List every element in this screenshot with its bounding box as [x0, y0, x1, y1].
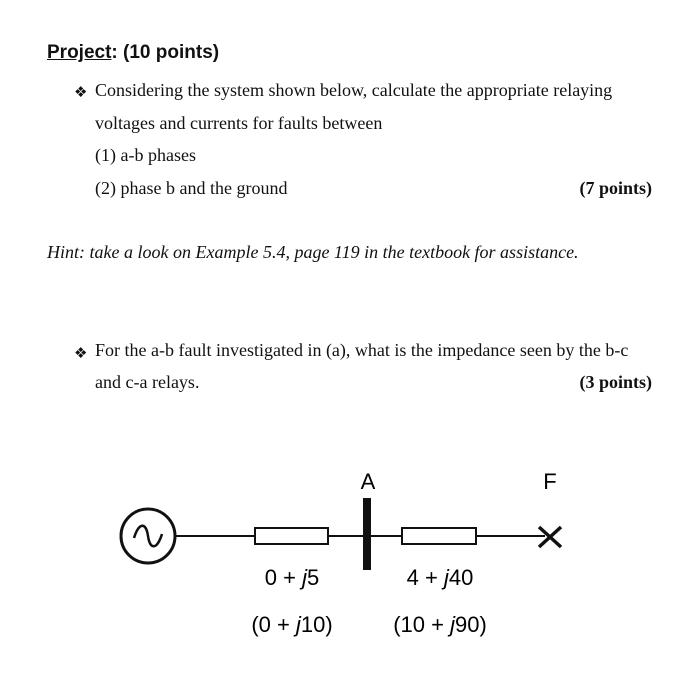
q1-line-1: Considering the system shown below, calculate the appropriate relaying	[95, 80, 613, 100]
bus-a-label: A	[360, 469, 376, 494]
impedance-2-box	[402, 528, 476, 544]
diamond-bullet-icon: ❖	[74, 83, 88, 101]
project-heading	[47, 42, 219, 64]
q1-points: (7 points)	[579, 178, 652, 198]
q2-line-1: For the a-b fault investigated in (a), what is the impedance seen by the b-c	[95, 340, 629, 360]
q1-line-2: voltages and currents for faults between	[95, 113, 383, 133]
project-label: Project	[47, 42, 112, 63]
diamond-bullet-icon: ❖	[74, 344, 88, 362]
impedance-1-box	[255, 528, 328, 544]
project-points: : (10 points)	[111, 42, 220, 63]
q2-points: (3 points)	[579, 372, 652, 392]
q1-item-2: (2) phase b and the ground	[95, 178, 288, 198]
hint-text: Hint: take a look on Example 5.4, page 119 in the textbook for assistance.	[47, 242, 579, 262]
z1-zero-seq-label: (0 + j10)	[251, 612, 333, 637]
sine-wave-icon	[134, 526, 162, 547]
z2-zero-seq-label: (10 + j90)	[393, 612, 487, 637]
one-line-diagram	[0, 440, 697, 700]
z1-label: 0 + j5	[264, 565, 320, 590]
fault-f-label: F	[543, 469, 557, 494]
z2-label: 4 + j40	[406, 565, 474, 590]
q1-item-1: (1) a-b phases	[95, 145, 196, 165]
q2-line-2: and c-a relays.	[95, 372, 200, 392]
bus-a-bar	[363, 498, 371, 570]
